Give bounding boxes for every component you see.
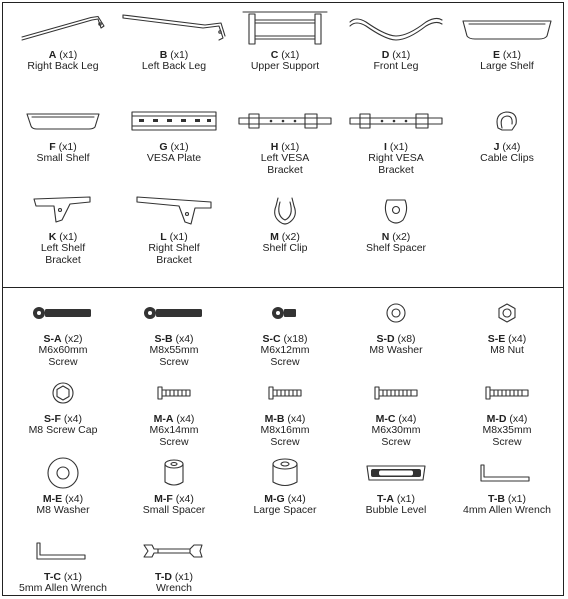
part-name: Small Spacer bbox=[142, 504, 206, 516]
part-m-d bbox=[451, 375, 563, 448]
part-code: M-C bbox=[375, 413, 396, 425]
part-code: S-A bbox=[43, 333, 62, 345]
part-quantity: (x4) bbox=[287, 413, 306, 425]
part-s-a bbox=[7, 295, 119, 368]
part-quantity: (x4) bbox=[398, 413, 417, 425]
part-quantity: (x2) bbox=[64, 333, 83, 345]
upper-support-icon bbox=[229, 11, 341, 47]
part-name: 5mm Allen Wrench bbox=[19, 582, 107, 594]
part-m-e bbox=[7, 455, 119, 517]
shelf-bracket-right-icon bbox=[118, 193, 230, 229]
part-quantity: (x1) bbox=[392, 49, 411, 61]
part-code: B bbox=[159, 49, 168, 61]
long-screw-icon bbox=[118, 295, 230, 331]
part-code: L bbox=[160, 231, 167, 243]
part-quantity: (x1) bbox=[502, 49, 522, 61]
allen-wrench-icon bbox=[451, 455, 563, 491]
wrench-icon bbox=[118, 533, 230, 569]
part-quantity: (x4) bbox=[509, 413, 528, 425]
part-k bbox=[7, 193, 119, 266]
part-quantity: (x4) bbox=[175, 493, 194, 505]
part-l bbox=[118, 193, 230, 266]
part-name: M8 Nut bbox=[490, 344, 524, 356]
part-code: M-D bbox=[486, 413, 507, 425]
part-name: Left Shelf bbox=[40, 242, 86, 254]
part-a bbox=[7, 11, 119, 73]
nut-icon bbox=[451, 295, 563, 331]
part-code: T-B bbox=[488, 493, 505, 505]
long-screw-icon bbox=[7, 295, 119, 331]
part-t-a bbox=[340, 455, 452, 517]
part-name: Left VESA bbox=[260, 152, 310, 164]
part-code: S-C bbox=[262, 333, 281, 345]
part-name: Large Shelf bbox=[480, 60, 534, 72]
part-name: Shelf Spacer bbox=[365, 242, 427, 254]
part-quantity: (x1) bbox=[63, 571, 82, 583]
part-s-c bbox=[229, 295, 341, 368]
part-code: N bbox=[381, 231, 390, 243]
part-code: S-F bbox=[44, 413, 61, 425]
part-quantity: (x1) bbox=[389, 141, 408, 153]
part-s-b bbox=[118, 295, 230, 368]
part-g bbox=[118, 103, 230, 165]
part-name: Shelf Clip bbox=[262, 242, 308, 254]
part-name: Bracket bbox=[267, 163, 303, 176]
part-code: J bbox=[493, 141, 500, 153]
part-name: Bubble Level bbox=[365, 504, 427, 516]
part-code: S-D bbox=[376, 333, 395, 345]
part-j bbox=[451, 103, 563, 165]
vesa-plate-icon bbox=[118, 103, 230, 139]
part-name: M8 Screw Cap bbox=[28, 424, 98, 436]
small-shelf-icon bbox=[7, 103, 119, 139]
part-m-f bbox=[118, 455, 230, 517]
part-quantity: (x1) bbox=[507, 493, 526, 505]
part-name: Bracket bbox=[378, 163, 414, 176]
machine-screw-short-icon bbox=[229, 375, 341, 411]
parts-sheet bbox=[2, 2, 564, 596]
washer-small-icon bbox=[340, 295, 452, 331]
part-name: M8x55mm bbox=[149, 344, 199, 356]
part-name: Small Shelf bbox=[36, 152, 90, 164]
part-quantity: (x1) bbox=[169, 231, 188, 243]
part-t-d bbox=[118, 533, 230, 595]
part-m-g bbox=[229, 455, 341, 517]
part-name: M6x30mm bbox=[371, 424, 421, 436]
part-name: Right Shelf bbox=[148, 242, 200, 254]
part-c bbox=[229, 11, 341, 73]
part-code: S-E bbox=[487, 333, 506, 345]
part-name: Screw bbox=[48, 355, 78, 368]
part-name: Cable Clips bbox=[480, 152, 534, 164]
screw-cap-icon bbox=[7, 375, 119, 411]
short-screw-icon bbox=[229, 295, 341, 331]
part-name: Screw bbox=[159, 435, 189, 448]
part-name: 4mm Allen Wrench bbox=[463, 504, 551, 516]
part-name: Bracket bbox=[45, 253, 81, 266]
part-name: Bracket bbox=[156, 253, 192, 266]
part-name: Right Back Leg bbox=[27, 60, 99, 72]
part-code: A bbox=[48, 49, 57, 61]
part-name: Screw bbox=[270, 435, 300, 448]
part-code: T-C bbox=[44, 571, 61, 583]
part-code: M-E bbox=[42, 493, 63, 505]
part-name: Screw bbox=[270, 355, 300, 368]
part-n bbox=[340, 193, 452, 255]
part-name: M8x35mm bbox=[482, 424, 532, 436]
part-quantity: (x2) bbox=[281, 231, 300, 243]
part-name: M8 Washer bbox=[36, 504, 90, 516]
part-code: M bbox=[270, 231, 279, 243]
part-code: T-A bbox=[377, 493, 394, 505]
machine-screw-short-icon bbox=[118, 375, 230, 411]
part-s-f bbox=[7, 375, 119, 437]
part-code: K bbox=[48, 231, 57, 243]
part-quantity: (x1) bbox=[396, 493, 415, 505]
part-quantity: (x4) bbox=[508, 333, 527, 345]
part-m-a bbox=[118, 375, 230, 448]
part-name: M8x16mm bbox=[260, 424, 310, 436]
part-s-e bbox=[451, 295, 563, 357]
part-quantity: (x1) bbox=[174, 571, 193, 583]
part-name: Screw bbox=[159, 355, 189, 368]
back-leg-right-icon bbox=[7, 11, 119, 47]
part-name: Front Leg bbox=[373, 60, 419, 72]
part-name: Wrench bbox=[156, 582, 192, 594]
part-quantity: (x1) bbox=[59, 49, 78, 61]
part-code: F bbox=[49, 141, 56, 153]
part-quantity: (x4) bbox=[175, 333, 194, 345]
part-code: M-G bbox=[264, 493, 285, 505]
part-name: Upper Support bbox=[250, 60, 320, 72]
part-quantity: (x4) bbox=[63, 413, 82, 425]
shelf-clip-icon bbox=[229, 193, 341, 229]
part-b bbox=[118, 11, 230, 73]
part-quantity: (x1) bbox=[281, 49, 300, 61]
part-name: M6x60mm bbox=[38, 344, 88, 356]
part-quantity: (x4) bbox=[287, 493, 306, 505]
shelf-bracket-left-icon bbox=[7, 193, 119, 229]
spacer-large-icon bbox=[229, 455, 341, 491]
part-quantity: (x1) bbox=[281, 141, 300, 153]
part-code: H bbox=[270, 141, 279, 153]
washer-large-icon bbox=[7, 455, 119, 491]
part-d bbox=[340, 11, 452, 73]
large-shelf-icon bbox=[451, 11, 563, 47]
back-leg-left-icon bbox=[118, 11, 230, 47]
part-code: M-F bbox=[154, 493, 173, 505]
part-code: D bbox=[381, 49, 390, 61]
part-m-b bbox=[229, 375, 341, 448]
part-code: M-A bbox=[153, 413, 174, 425]
part-t-b bbox=[451, 455, 563, 517]
vesa-bracket-icon bbox=[229, 103, 341, 139]
part-h bbox=[229, 103, 341, 176]
machine-screw-long-icon bbox=[340, 375, 452, 411]
part-name: M6x14mm bbox=[149, 424, 199, 436]
part-m bbox=[229, 193, 341, 255]
part-name: Right VESA bbox=[368, 152, 424, 164]
part-quantity: (x4) bbox=[176, 413, 195, 425]
section-divider bbox=[3, 287, 563, 288]
part-code: I bbox=[384, 141, 387, 153]
part-code: E bbox=[492, 49, 500, 61]
part-code: C bbox=[270, 49, 279, 61]
part-f bbox=[7, 103, 119, 165]
part-code: S-B bbox=[154, 333, 173, 345]
spacer-small-icon bbox=[118, 455, 230, 491]
part-m-c bbox=[340, 375, 452, 448]
part-name: Left Back Leg bbox=[141, 60, 207, 72]
front-leg-icon bbox=[340, 11, 452, 47]
part-code: M-B bbox=[264, 413, 285, 425]
part-name: VESA Plate bbox=[146, 152, 202, 164]
part-e bbox=[451, 11, 563, 73]
part-s-d bbox=[340, 295, 452, 357]
part-name: M6x12mm bbox=[260, 344, 310, 356]
part-quantity: (x2) bbox=[392, 231, 411, 243]
part-quantity: (x8) bbox=[397, 333, 416, 345]
cable-clip-icon bbox=[451, 103, 563, 139]
vesa-bracket-icon bbox=[340, 103, 452, 139]
part-quantity: (x1) bbox=[58, 141, 77, 153]
part-name: Large Spacer bbox=[253, 504, 317, 516]
part-quantity: (x1) bbox=[59, 231, 78, 243]
part-code: T-D bbox=[155, 571, 172, 583]
part-quantity: (x1) bbox=[170, 49, 189, 61]
bubble-level-icon bbox=[340, 455, 452, 491]
part-code: G bbox=[159, 141, 168, 153]
allen-wrench-icon bbox=[7, 533, 119, 569]
part-name: Screw bbox=[492, 435, 522, 448]
part-quantity: (x4) bbox=[65, 493, 84, 505]
part-i bbox=[340, 103, 452, 176]
machine-screw-long-icon bbox=[451, 375, 563, 411]
part-t-c bbox=[7, 533, 119, 595]
part-quantity: (x18) bbox=[283, 333, 308, 345]
part-quantity: (x1) bbox=[170, 141, 189, 153]
part-name: Screw bbox=[381, 435, 411, 448]
part-quantity: (x4) bbox=[502, 141, 521, 153]
part-name: M8 Washer bbox=[369, 344, 423, 356]
shelf-spacer-icon bbox=[340, 193, 452, 229]
